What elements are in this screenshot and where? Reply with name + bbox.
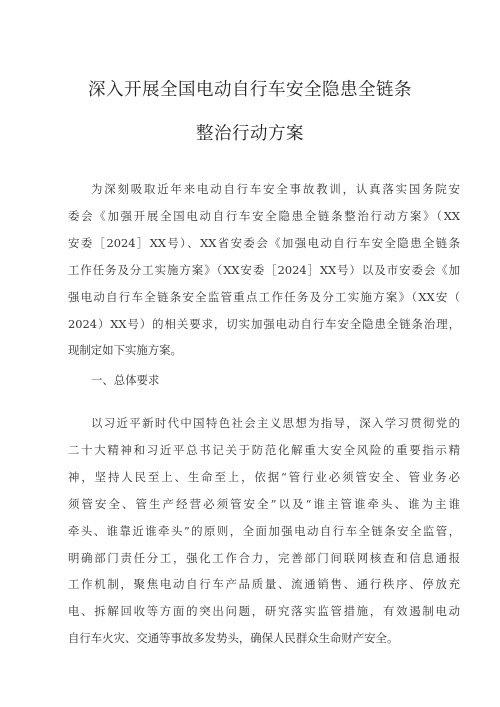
document-title-line-1: 深入开展全国电动自行车安全隐患全链条: [88, 80, 412, 100]
intro-line: 强电动自行车全链条安全监管重点工作任务及分工实施方案》（XX安（: [68, 289, 460, 304]
intro-paragraph: [68, 176, 460, 364]
section-line: 牵头、谁靠近谁牵头”的原则，全面加强电动自行车全链条安全监管，: [68, 523, 460, 538]
section-line: 自行车火灾、交通等事故多发势头，确保人民群众生命财产安全。: [68, 631, 399, 646]
section-heading: 一、总体要求: [91, 373, 160, 387]
section-line: 二十大精神和习近平总书记关于防范化解重大安全风险的重要指示精: [68, 442, 460, 457]
section-line: 神，坚持人民至上、生命至上，依据“管行业必须管安全、管业务必: [68, 469, 460, 484]
intro-line: 工作任务及分工实施方案》（XX安委［2024］XX号）以及市安委会《加: [68, 262, 460, 277]
section-paragraph: [68, 410, 460, 652]
intro-line: 2024）XX号）的相关要求，切实加强电动自行车安全隐患全链条治理，: [68, 316, 460, 331]
document-title-line-2: 整治行动方案: [196, 124, 304, 144]
section-line: 明确部门责任分工，强化工作合力，完善部门间联网核查和信息通报: [68, 550, 460, 565]
section-line: 工作机制，聚焦电动自行车产品质量、流通销售、通行秩序、停放充: [68, 577, 460, 592]
intro-line: 安委［2024］XX号）、XX省安委会《加强电动自行车安全隐患全链条: [68, 235, 460, 250]
intro-line: 现制定如下实施方案。: [68, 343, 182, 358]
intro-line: 委会《加强开展全国电动自行车安全隐患全链条整治行动方案》（XX: [68, 208, 460, 223]
intro-line: 为深刻吸取近年来电动自行车安全事故教训，认真落实国务院安: [91, 182, 460, 196]
section-line: 以习近平新时代中国特色社会主义思想为指导，深入学习贯彻党的: [91, 416, 460, 430]
section-line: 须管安全、管生产经营必须管安全”以及“谁主管谁牵头、谁为主谁: [68, 496, 460, 511]
section-line: 电、拆解回收等方面的突出问题，研究落实监管措施，有效遏制电动: [68, 604, 460, 619]
